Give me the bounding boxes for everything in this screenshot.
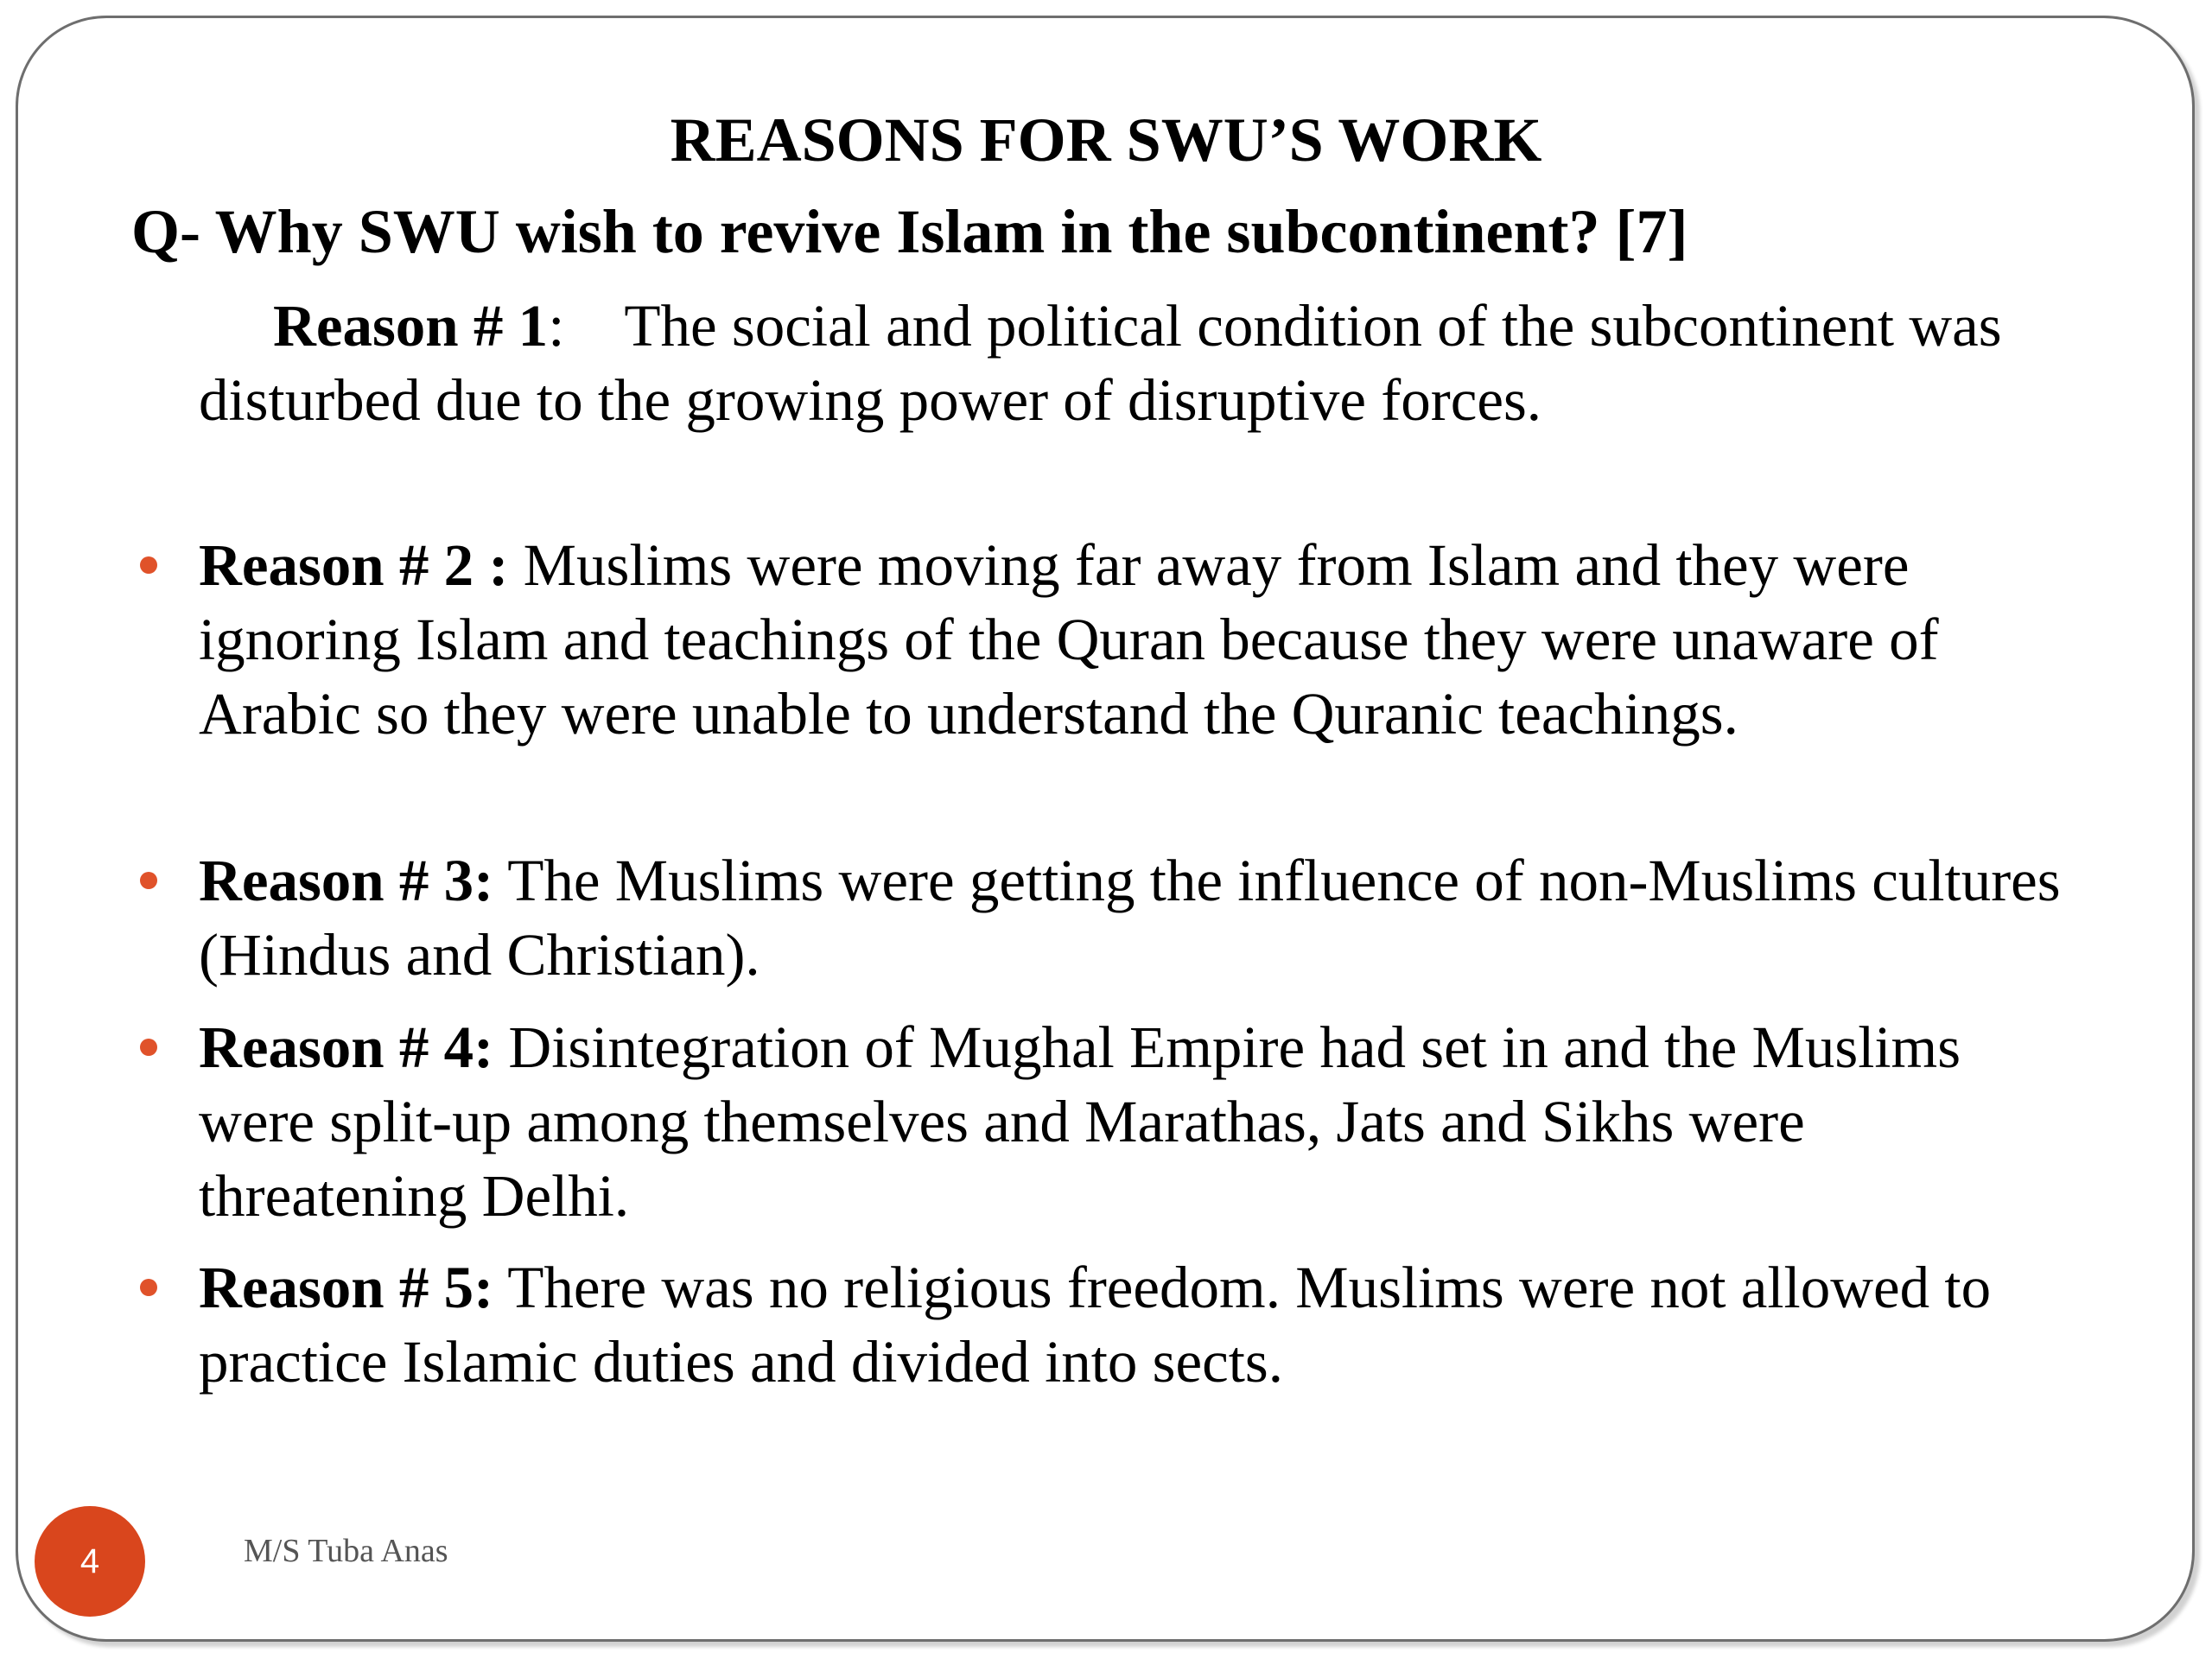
reason-4 xyxy=(199,1010,2074,1233)
reason-4-label: Reason # 4: xyxy=(199,1014,494,1080)
bullet-icon xyxy=(140,1039,157,1056)
reason-5-label: Reason # 5: xyxy=(199,1255,494,1320)
reason-2-label: Reason # 2 : xyxy=(199,532,509,598)
reason-1-text: The social and political condition of the subcontinent was disturbed due to the growing power of disruptive forces. xyxy=(199,293,2002,433)
bullet-icon xyxy=(140,556,157,574)
author-footer: M/S Tuba Anas xyxy=(244,1533,448,1569)
reason-1 xyxy=(199,289,2074,437)
reason-1-separator: : xyxy=(548,293,565,359)
reason-3-text: The Muslims were getting the influence of non-Muslims cultures (Hindus and Christian). xyxy=(199,848,2061,988)
slide-title: REASONS FOR SWU’S WORK xyxy=(670,105,1542,175)
reason-5 xyxy=(199,1250,2074,1399)
reason-2 xyxy=(199,528,2074,751)
reason-5-text: There was no religious freedom. Muslims were not allowed to practice Islamic duties and divided into sects. xyxy=(199,1255,1992,1395)
question-text: Q- Why SWU wish to revive Islam in the subcontinent? [7] xyxy=(131,197,1688,266)
reason-4-text: Disintegration of Mughal Empire had set in and the Muslims were split-up among themselves and Marathas, Jats and Sikhs were threatening Delhi. xyxy=(199,1014,1961,1229)
reason-3 xyxy=(199,843,2074,992)
reason-2-text: Muslims were moving far away from Islam and they were ignoring Islam and teachings of the Quran because they were unaware of Arabic so they were unable to understand the Quranic teachings. xyxy=(199,532,1939,747)
reason-3-label: Reason # 3: xyxy=(199,848,494,913)
page-number-badge: 4 xyxy=(35,1506,145,1617)
bullet-icon xyxy=(140,1279,157,1296)
reason-1-label: Reason # 1 xyxy=(273,293,549,359)
bullet-icon xyxy=(140,872,157,889)
